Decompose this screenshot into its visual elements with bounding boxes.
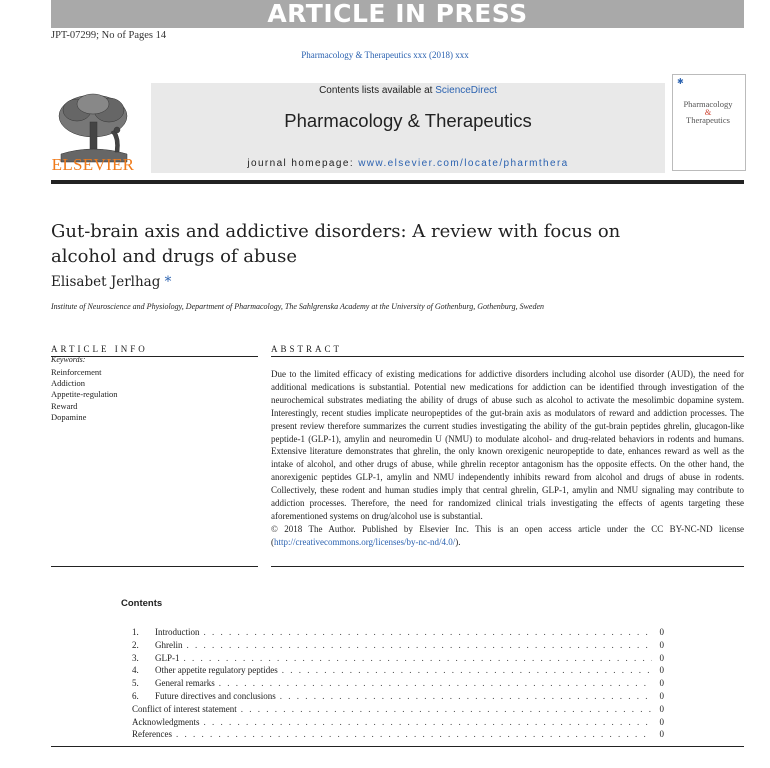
- cover-title-line3: Therapeutics: [686, 115, 730, 125]
- cover-title: [674, 100, 742, 124]
- toc-page: 0: [659, 703, 664, 714]
- journal-title: Pharmacology & Therapeutics: [284, 110, 532, 131]
- article-info-heading: ARTICLE INFO: [51, 344, 148, 354]
- abstract-rule: [271, 356, 744, 357]
- contents-availability: [151, 85, 665, 96]
- toc-leader: [241, 703, 652, 716]
- keyword: Dopamine: [51, 411, 87, 422]
- journal-homepage: [151, 158, 665, 169]
- contents-bottom-rule: [51, 746, 744, 747]
- affiliation: Institute of Neuroscience and Physiology, Department of Pharmacology, The Sahlgrenska Academy at the University of Gothenburg, Gothenburg, Sweden: [51, 302, 545, 311]
- toc-page: 0: [659, 716, 664, 727]
- homepage-link[interactable]: www.elsevier.com/locate/pharmthera: [358, 158, 569, 169]
- toc-leader: [204, 716, 653, 729]
- toc-item[interactable]: [132, 652, 664, 665]
- abstract-text: Due to the limited efficacy of existing medications for addictive disorders including alcohol use disorder (AUD), the need for additional medications is substantial. Potential new medications for addiction can be identified through investigation of the neurochemical substrates mediating the ability of drugs of abuse such as alcohol to activate the mesolimbic dopamine system. Interestingly, recent studies implicate neuropeptides of the gut-brain axis as modulators of reward and addiction processes. The present review therefore summarizes the current studies investigating the ability of the gut-brain peptides ghrelin, glucagon-like peptide-1 (GLP-1), amylin and neuromedin U (NMU) to modulate alcohol- and drug-related behaviors in rodents and humans. Extensive literature demonstrates that ghrelin, the only known orexigenic neuropeptide to date, enhances reward as well as the intake of alcohol, and other drugs of abuse, while ghrelin receptor antagonism has the opposite effects. On the other hand, the anorexigenic peptides GLP-1, amylin and NMU independently inhibits reward from alcohol and drugs of abuse in rodents. Collectively, these rodent and human studies imply that central ghrelin, GLP-1, amylin and NMU signaling may contribute to addiction processes. Therefore, the need for randomized clinical trials investigating the effects of agents targeting these aforementioned systems on drug/alcohol use is substantial.: [271, 369, 744, 521]
- toc-label[interactable]: Introduction: [155, 627, 200, 637]
- toc-label[interactable]: References: [132, 729, 172, 740]
- copyright-text: © 2018 The Author. Published by Elsevier Inc. This is an open access article under the CC BY-NC-ND license (: [271, 523, 744, 547]
- toc-number: 6.: [132, 690, 139, 701]
- toc-label[interactable]: Ghrelin: [155, 639, 183, 650]
- cover-title-line1: Pharmacology: [683, 99, 733, 109]
- abstract-body: [271, 368, 744, 549]
- toc-item[interactable]: [132, 690, 664, 703]
- abstract-heading: ABSTRACT: [271, 344, 343, 354]
- toc-number: 3.: [132, 652, 139, 663]
- toc-leader: [184, 652, 653, 665]
- toc-item[interactable]: [132, 639, 664, 652]
- toc-label[interactable]: Acknowledgments: [132, 716, 200, 727]
- toc-number: 1.: [132, 627, 139, 637]
- toc-label[interactable]: Future directives and conclusions: [155, 690, 276, 701]
- article-info-bottom-rule: [51, 566, 258, 567]
- toc-label[interactable]: Other appetite regulatory peptides: [155, 665, 278, 676]
- toc-leader: [219, 677, 652, 690]
- document-id: JPT-07299; No of Pages 14: [51, 30, 167, 41]
- toc-item[interactable]: [132, 626, 664, 639]
- corresponding-author-mark[interactable]: *: [164, 274, 172, 290]
- toc-item[interactable]: [132, 703, 664, 716]
- toc-item[interactable]: [132, 664, 664, 677]
- citation-link[interactable]: Pharmacology & Therapeutics xxx (2018) xxx: [301, 50, 469, 60]
- toc-page: 0: [659, 639, 664, 650]
- keyword: Addiction: [51, 378, 85, 389]
- toc-page: 0: [659, 678, 664, 689]
- toc-page: 0: [659, 665, 664, 676]
- toc-leader: [282, 664, 652, 677]
- article-in-press-banner: ARTICLE IN PRESS: [51, 0, 744, 28]
- toc-number: 2.: [132, 639, 139, 650]
- toc-page: 0: [659, 627, 664, 637]
- license-link[interactable]: http://creativecommons.org/licenses/by-nc-nd/4.0/: [274, 536, 456, 547]
- author-name[interactable]: Elisabet Jerlhag: [51, 274, 161, 290]
- keyword: Reward: [51, 400, 78, 411]
- contents-prefix: Contents lists available at: [319, 85, 436, 96]
- toc-leader: [280, 690, 652, 703]
- toc-page: 0: [659, 729, 664, 740]
- header-divider: [51, 180, 744, 184]
- keyword: Appetite-regulation: [51, 389, 118, 400]
- author-line: [51, 274, 171, 290]
- toc-page: 0: [659, 690, 664, 701]
- keyword: Reinforcement: [51, 367, 102, 377]
- cover-emblem-icon: ✱: [677, 77, 684, 86]
- toc-item[interactable]: [132, 716, 664, 729]
- copyright-end: ).: [455, 536, 461, 547]
- sciencedirect-link[interactable]: ScienceDirect: [435, 85, 497, 96]
- cover-title-line2: &: [704, 107, 712, 117]
- toc-leader: [204, 626, 653, 639]
- abstract-bottom-rule: [271, 566, 744, 567]
- keywords-label: Keywords:: [51, 355, 86, 364]
- keywords-list: [51, 367, 118, 423]
- toc-number: 4.: [132, 665, 139, 676]
- toc-leader: [176, 728, 652, 741]
- article-title: Gut-brain axis and addictive disorders: A review with focus on alcohol and drugs of abuse: [51, 221, 621, 267]
- toc-item[interactable]: [132, 728, 664, 741]
- toc-item[interactable]: [132, 677, 664, 690]
- table-of-contents: [132, 626, 664, 741]
- toc-label[interactable]: General remarks: [155, 678, 215, 689]
- toc-page: 0: [659, 652, 664, 663]
- contents-heading: Contents: [121, 598, 163, 609]
- homepage-prefix: journal homepage:: [247, 158, 359, 169]
- toc-number: 5.: [132, 678, 139, 689]
- toc-label[interactable]: GLP-1: [155, 652, 180, 663]
- elsevier-wordmark: ELSEVIER: [51, 155, 135, 174]
- toc-label[interactable]: Conflict of interest statement: [132, 703, 237, 714]
- toc-leader: [187, 639, 653, 652]
